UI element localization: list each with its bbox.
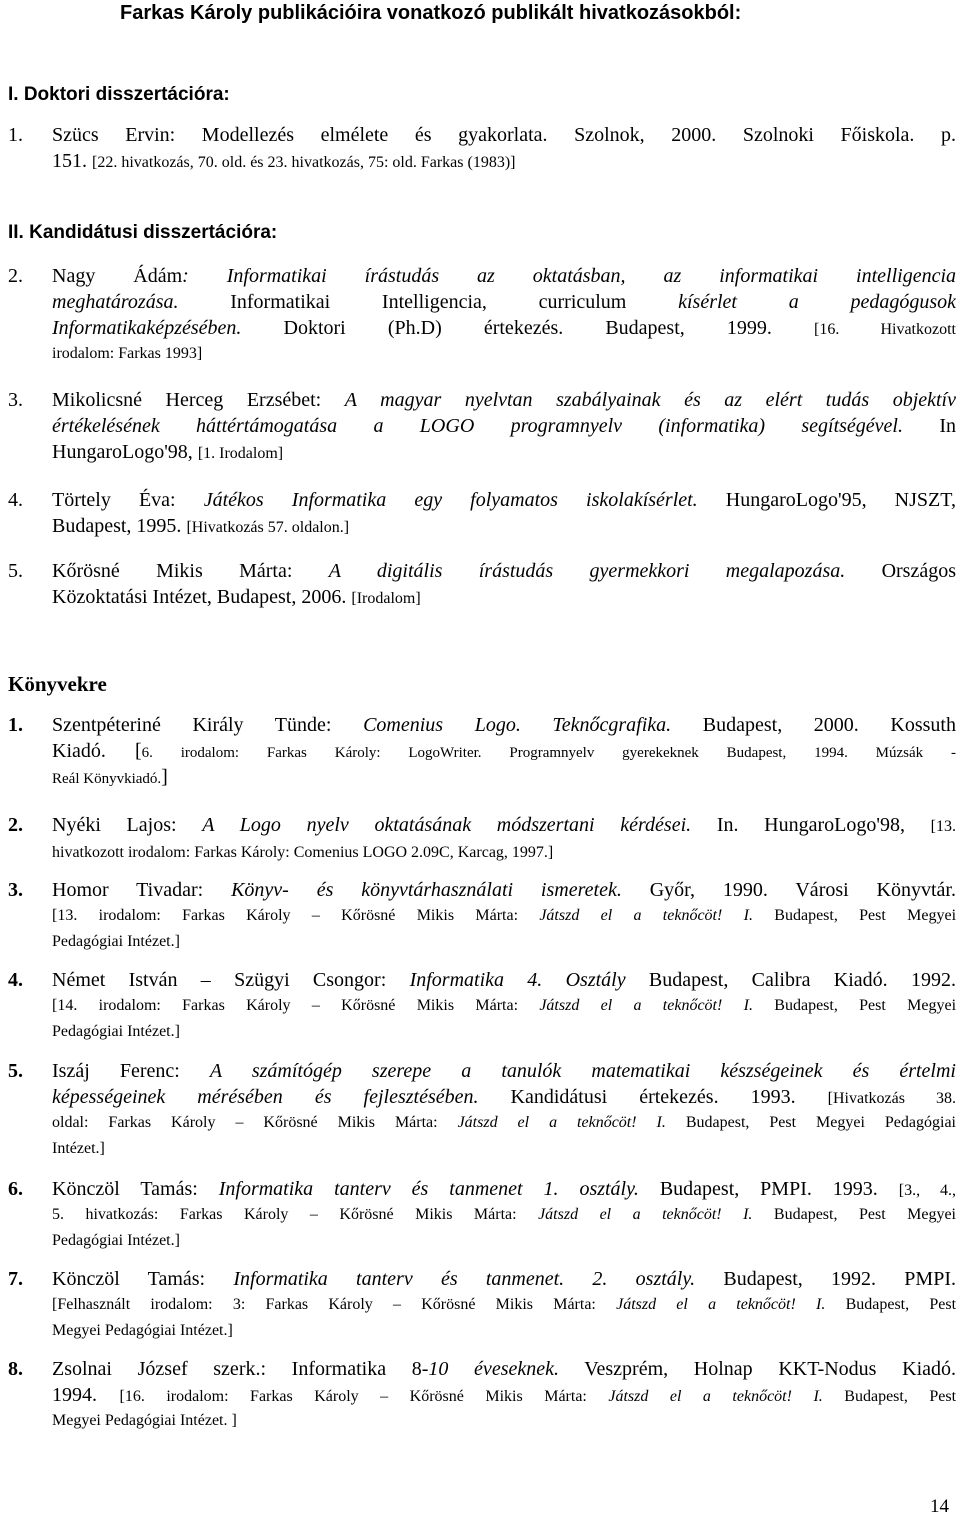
page-title: Farkas Károly publikációira vonatkozó publikált hivatkozásokból:	[120, 2, 742, 24]
citation-line: 4. Német István – Szügyi Csongor: Informatika 4. Osztály Budapest, Calibra Kiadó. 1992.	[8, 969, 956, 991]
citation-line: 1. Szentpéteriné Király Tünde: Comenius Logo. Teknőcgrafika. Budapest, 2000. Kossuth	[8, 714, 956, 736]
entry-number: 3.	[8, 389, 23, 411]
entry-number: 4.	[8, 969, 23, 991]
citation-entry	[8, 1356, 956, 1434]
citation-line: [Felhasznált irodalom: 3: Farkas Károly – Kőrösné Mikis Márta: Játszd el a teknőcöt! I. Budapest, Pest	[52, 1296, 956, 1313]
citation-entry	[8, 1266, 956, 1344]
citation-line: 3. Homor Tivadar: Könyv- és könyvtárhasználati ismeretek. Győr, 1990. Városi Könyvtár.	[8, 879, 956, 901]
citation-line: 2. Nyéki Lajos: A Logo nyelv oktatásának módszertani kérdései. In. HungaroLogo'98, [13.	[8, 814, 956, 836]
citation-entry	[8, 263, 956, 363]
citation-line: Intézet.]	[52, 1140, 105, 1157]
entry-number: 1.	[8, 714, 23, 736]
citation-entry	[8, 558, 956, 610]
entry-number: 8.	[8, 1358, 23, 1380]
citation-entry	[8, 487, 956, 539]
page-number: 14	[930, 1496, 949, 1517]
citation-line: 5. hivatkozás: Farkas Károly – Kőrösné Mikis Márta: Játszd el a teknőcöt! I. Budapest, Pest Megyei	[52, 1206, 956, 1223]
citation-line: képességeinek mérésében és fejlesztésében. Kandidátusi értekezés. 1993. [Hivatkozás 38.	[52, 1086, 956, 1108]
citation-line: 8. Zsolnai József szerk.: Informatika 8-10 éveseknek. Veszprém, Holnap KKT-Nodus Kiadó.	[8, 1358, 956, 1380]
citation-line: 7. Könczöl Tamás: Informatika tanterv és tanmenet. 2. osztály. Budapest, 1992. PMPI.	[8, 1268, 956, 1290]
entry-number: 5.	[8, 560, 23, 582]
citation-line: Pedagógiai Intézet.]	[52, 933, 180, 950]
citation-line: meghatározása. Informatikai Intelligencia, curriculum kísérlet a pedagógusok	[52, 291, 956, 313]
citation-line: [14. irodalom: Farkas Károly – Kőrösné Mikis Márta: Játszd el a teknőcöt! I. Budapest, Pest Megyei	[52, 997, 956, 1014]
citation-line: [13. irodalom: Farkas Károly – Kőrösné Mikis Márta: Játszd el a teknőcöt! I. Budapest, Pest Megyei	[52, 907, 956, 924]
citation-line: Megyei Pedagógiai Intézet. ]	[52, 1412, 237, 1429]
citation-entry	[8, 122, 956, 174]
citation-line: 1994. [16. irodalom: Farkas Károly – Kőrösné Mikis Márta: Játszd el a teknőcöt! I. Budapest, Pest	[52, 1384, 956, 1406]
citation-line: 151. [22. hivatkozás, 70. old. és 23. hivatkozás, 75: old. Farkas (1983)]	[52, 150, 516, 172]
citation-line: 6. Könczöl Tamás: Informatika tanterv és tanmenet 1. osztály. Budapest, PMPI. 1993. [3., 4.,	[8, 1178, 956, 1200]
entry-number: 1.	[8, 124, 23, 146]
entry-number: 4.	[8, 489, 23, 511]
citation-line: irodalom: Farkas 1993]	[52, 345, 203, 362]
citation-line: Megyei Pedagógiai Intézet.]	[52, 1322, 233, 1339]
citation-entry	[8, 1058, 956, 1162]
entry-number: 2.	[8, 814, 23, 836]
citation-line: értékelésének háttértámogatása a LOGO programnyelv (informatika) segítségével. In	[52, 415, 956, 437]
citation-entry	[8, 812, 956, 864]
entry-number: 7.	[8, 1268, 23, 1290]
citation-line: 5. Kőrösné Mikis Márta: A digitális írástudás gyermekkori megalapozása. Országos	[8, 560, 956, 582]
entry-number: 2.	[8, 265, 23, 287]
citation-line: Reál Könyvkiadó.]	[52, 766, 168, 788]
citation-line: Budapest, 1995. [Hivatkozás 57. oldalon.]	[52, 515, 350, 537]
citation-entry	[8, 1176, 956, 1254]
section-heading-konyvekre: Könyvekre	[8, 672, 107, 696]
citation-line: 5. Iszáj Ferenc: A számítógép szerepe a tanulók matematikai készségeinek és értelmi	[8, 1060, 956, 1082]
citation-line: Informatikaképzésében. Doktori (Ph.D) értekezés. Budapest, 1999. [16. Hivatkozott	[52, 317, 956, 339]
citation-line: hivatkozott irodalom: Farkas Károly: Comenius LOGO 2.09C, Karcag, 1997.]	[52, 844, 554, 861]
citation-line: Pedagógiai Intézet.]	[52, 1232, 180, 1249]
citation-entry	[8, 712, 956, 790]
citation-line: oldal: Farkas Károly – Kőrösné Mikis Márta: Játszd el a teknőcöt! I. Budapest, Pest Megyei Pedagógiai	[52, 1114, 956, 1131]
citation-entry	[8, 877, 956, 955]
entry-number: 3.	[8, 879, 23, 901]
citation-entry	[8, 967, 956, 1045]
citation-line: 2. Nagy Ádám: Informatikai írástudás az oktatásban, az informatikai intelligencia	[8, 265, 956, 287]
section-heading-kandidatusi: II. Kandidátusi disszertációra:	[8, 222, 278, 243]
entry-number: 6.	[8, 1178, 23, 1200]
entry-number: 5.	[8, 1060, 23, 1082]
citation-line: Pedagógiai Intézet.]	[52, 1023, 180, 1040]
citation-entry	[8, 387, 956, 465]
citation-line: 4. Törtely Éva: Játékos Informatika egy folyamatos iskolakísérlet. HungaroLogo'95, NJSZT,	[8, 489, 956, 511]
citation-line: HungaroLogo'98, [1. Irodalom]	[52, 441, 284, 463]
citation-line: Közoktatási Intézet, Budapest, 2006. [Irodalom]	[52, 586, 421, 608]
section-heading-doktori: I. Doktori disszertációra:	[8, 84, 230, 105]
citation-line: Kiadó. [6. irodalom: Farkas Károly: LogoWriter. Programnyelv gyerekeknek Budapest, 1994. Múzsák -	[52, 740, 956, 762]
citation-line: 3. Mikolicsné Herceg Erzsébet: A magyar nyelvtan szabályainak és az elért tudás objektív	[8, 389, 956, 411]
citation-line: 1. Szücs Ervin: Modellezés elmélete és gyakorlata. Szolnok, 2000. Szolnoki Főiskola. p.	[8, 124, 956, 146]
